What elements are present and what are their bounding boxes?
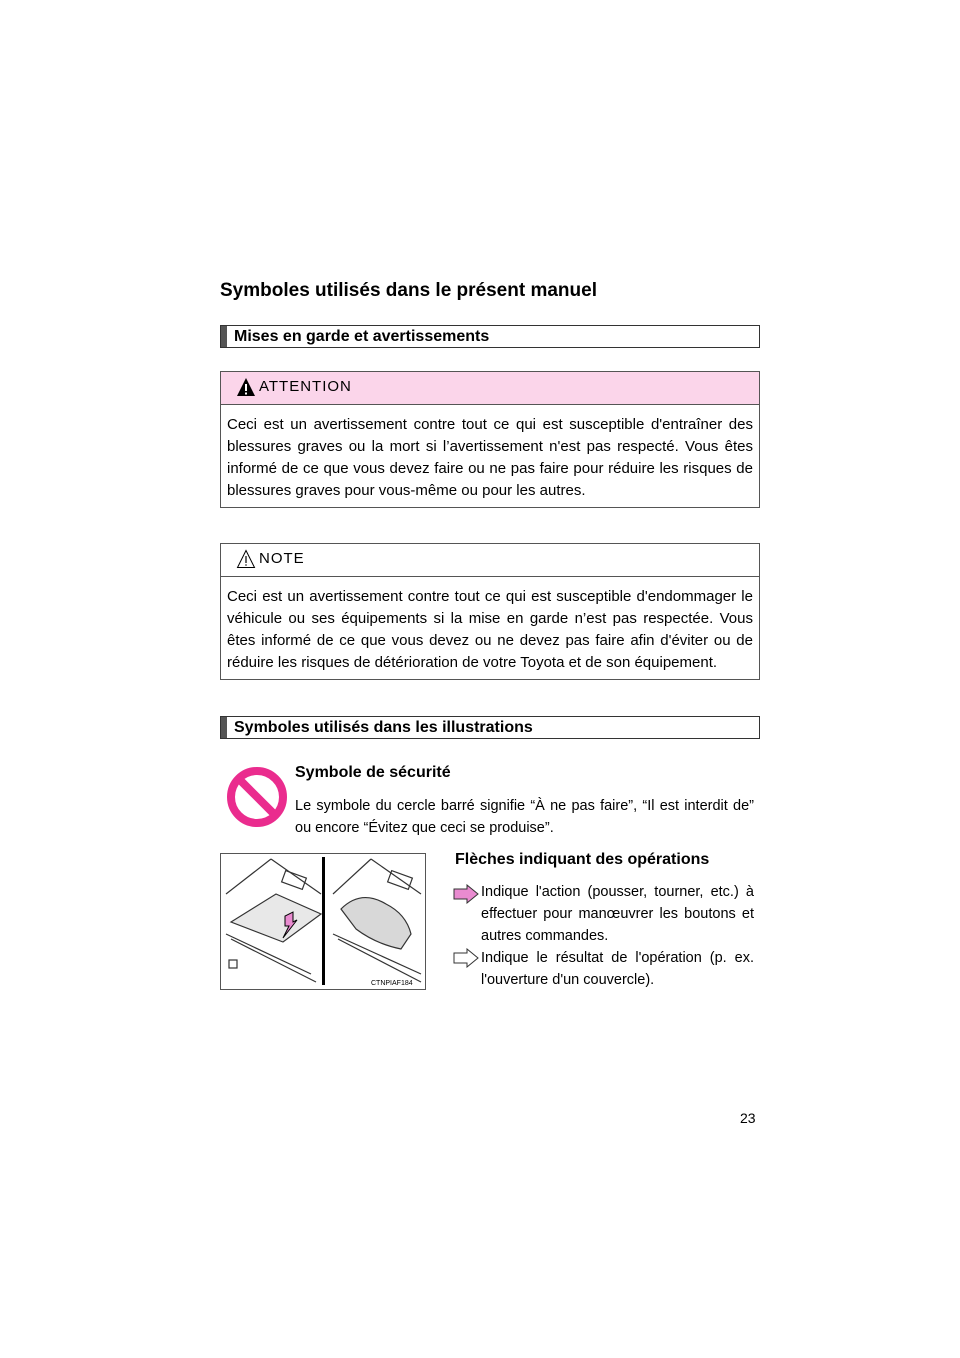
section-header-illustrations	[220, 716, 760, 739]
result-arrow-icon	[453, 948, 479, 968]
warning-triangle-icon	[236, 377, 256, 397]
note-text: Ceci est un avertissement contre tout ce qui est susceptible d'endommager le véhicule ou ses équipements si la mise en garde n’est pas respectée. Vous êtes informé de ce que vous devez ou ne devez pas faire afin d'éviter ou de réduire les risques de détérioration de votre Toyota et de son équipement.	[227, 588, 753, 671]
overhead-console-illustration	[220, 853, 426, 990]
safety-symbol-title: Symbole de sécurité	[295, 764, 451, 781]
note-title: NOTE	[259, 550, 305, 567]
page-title: Symboles utilisés dans le présent manuel	[220, 280, 597, 301]
prohibition-sign-icon	[226, 766, 288, 828]
section-header-label: Symboles utilisés dans les illustrations	[234, 719, 533, 736]
safety-symbol-text: Le symbole du cercle barré signifie “À ne pas faire”, “Il est interdit de” ou encore “Évitez que ceci se produise”.	[295, 798, 754, 836]
warning-outline-icon	[236, 549, 256, 569]
page-number: 23	[740, 1110, 756, 1126]
section-header-bar	[221, 717, 227, 738]
note-box	[220, 543, 760, 680]
action-arrow-icon	[453, 884, 479, 904]
note-header	[221, 544, 759, 577]
arrows-title: Flèches indiquant des opérations	[455, 851, 710, 868]
attention-title: ATTENTION	[259, 378, 352, 395]
console-drawing	[221, 854, 425, 989]
illustration-code: CTNPIAF184	[371, 980, 413, 987]
section-header-label: Mises en garde et avertissements	[234, 328, 490, 345]
attention-text: Ceci est un avertissement contre tout ce qui est susceptible d'entraîner des blessures graves ou la mort si l’avertissement n'est pas respecté. Vous êtes informé de ce que vous devez faire ou ne pas faire pour réduire les risques de blessures graves pour vous-même ou pour les autres.	[227, 416, 753, 499]
section-header-bar	[221, 326, 227, 347]
section-header-warnings	[220, 325, 760, 348]
result-arrow-text: Indique le résultat de l'opération (p. ex. l'ouverture d'un couvercle).	[481, 950, 754, 988]
attention-header	[221, 372, 759, 405]
attention-box	[220, 371, 760, 508]
action-arrow-text: Indique l'action (pousser, tourner, etc.) à effectuer pour manœuvrer les boutons et autres commandes.	[481, 884, 754, 944]
